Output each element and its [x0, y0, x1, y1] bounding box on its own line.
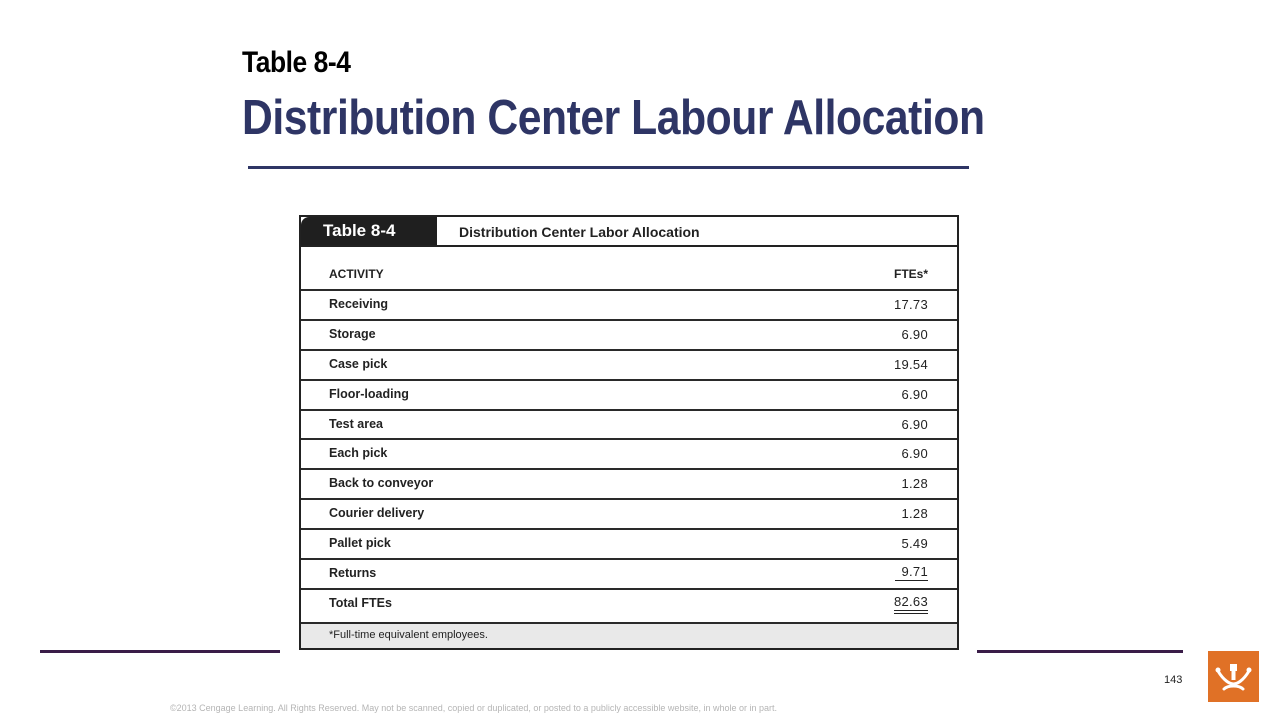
footer-rule-right: [977, 650, 1183, 653]
slide-title: Distribution Center Labour Allocation: [242, 91, 985, 145]
table-row: [301, 498, 957, 528]
activity-cell: Floor-loading: [329, 386, 409, 401]
activity-cell: Test area: [329, 416, 383, 431]
activity-cell: Each pick: [329, 446, 388, 461]
activity-cell: Storage: [329, 326, 376, 341]
activity-cell: Receiving: [329, 297, 389, 311]
column-header-ftes: FTEs*: [893, 267, 928, 281]
title-divider: [248, 166, 969, 169]
ftes-cell: 6.90: [901, 416, 928, 432]
table-row: [301, 409, 957, 439]
activity-cell: Pallet pick: [329, 536, 391, 551]
table-row: [301, 289, 957, 319]
ftes-cell: 1.28: [901, 476, 928, 492]
total-value: 82.63: [894, 594, 928, 614]
ftes-cell: 6.90: [901, 326, 928, 342]
activity-cell: Courier delivery: [329, 506, 425, 521]
activity-cell: Back to conveyor: [329, 476, 434, 491]
table-caption: Distribution Center Labor Allocation: [459, 224, 700, 240]
table-total-row: [301, 588, 957, 626]
table-row: [301, 528, 957, 558]
table-row: [301, 438, 957, 468]
column-header-activity: ACTIVITY: [329, 267, 384, 281]
ftes-cell: 19.54: [893, 356, 928, 372]
table-row: [301, 379, 957, 409]
table-row: [301, 319, 957, 349]
table-row: [301, 349, 957, 379]
table-footnote: *Full-time equivalent employees.: [301, 622, 957, 648]
cengage-logo-icon: [1208, 651, 1259, 702]
table-header-bar: [301, 217, 957, 247]
ftes-cell: 17.73: [893, 297, 928, 312]
column-headers: [301, 261, 957, 289]
table-body: [301, 289, 957, 626]
page-number: 143: [1164, 674, 1183, 686]
table-row: [301, 558, 957, 588]
labor-allocation-table: [299, 215, 959, 650]
activity-cell: Returns: [329, 566, 377, 581]
ftes-cell: 5.49: [901, 536, 928, 552]
table-row: [301, 468, 957, 498]
ftes-cell: 6.90: [901, 446, 928, 462]
footer-rule-left: [40, 650, 280, 653]
activity-cell: Case pick: [329, 356, 388, 371]
ftes-cell: 6.90: [901, 386, 928, 402]
slide-table-number: Table 8-4: [242, 46, 351, 79]
ftes-cell: 1.28: [901, 506, 928, 522]
table-tab-label: Table 8-4: [301, 217, 437, 245]
copyright-notice: ©2013 Cengage Learning. All Rights Reserved. May not be scanned, copied or duplicated, or posted to a publicly accessible website, in whole or in part.: [170, 703, 777, 713]
ftes-cell: 9.71: [895, 564, 928, 581]
total-label: Total FTEs: [329, 595, 392, 610]
